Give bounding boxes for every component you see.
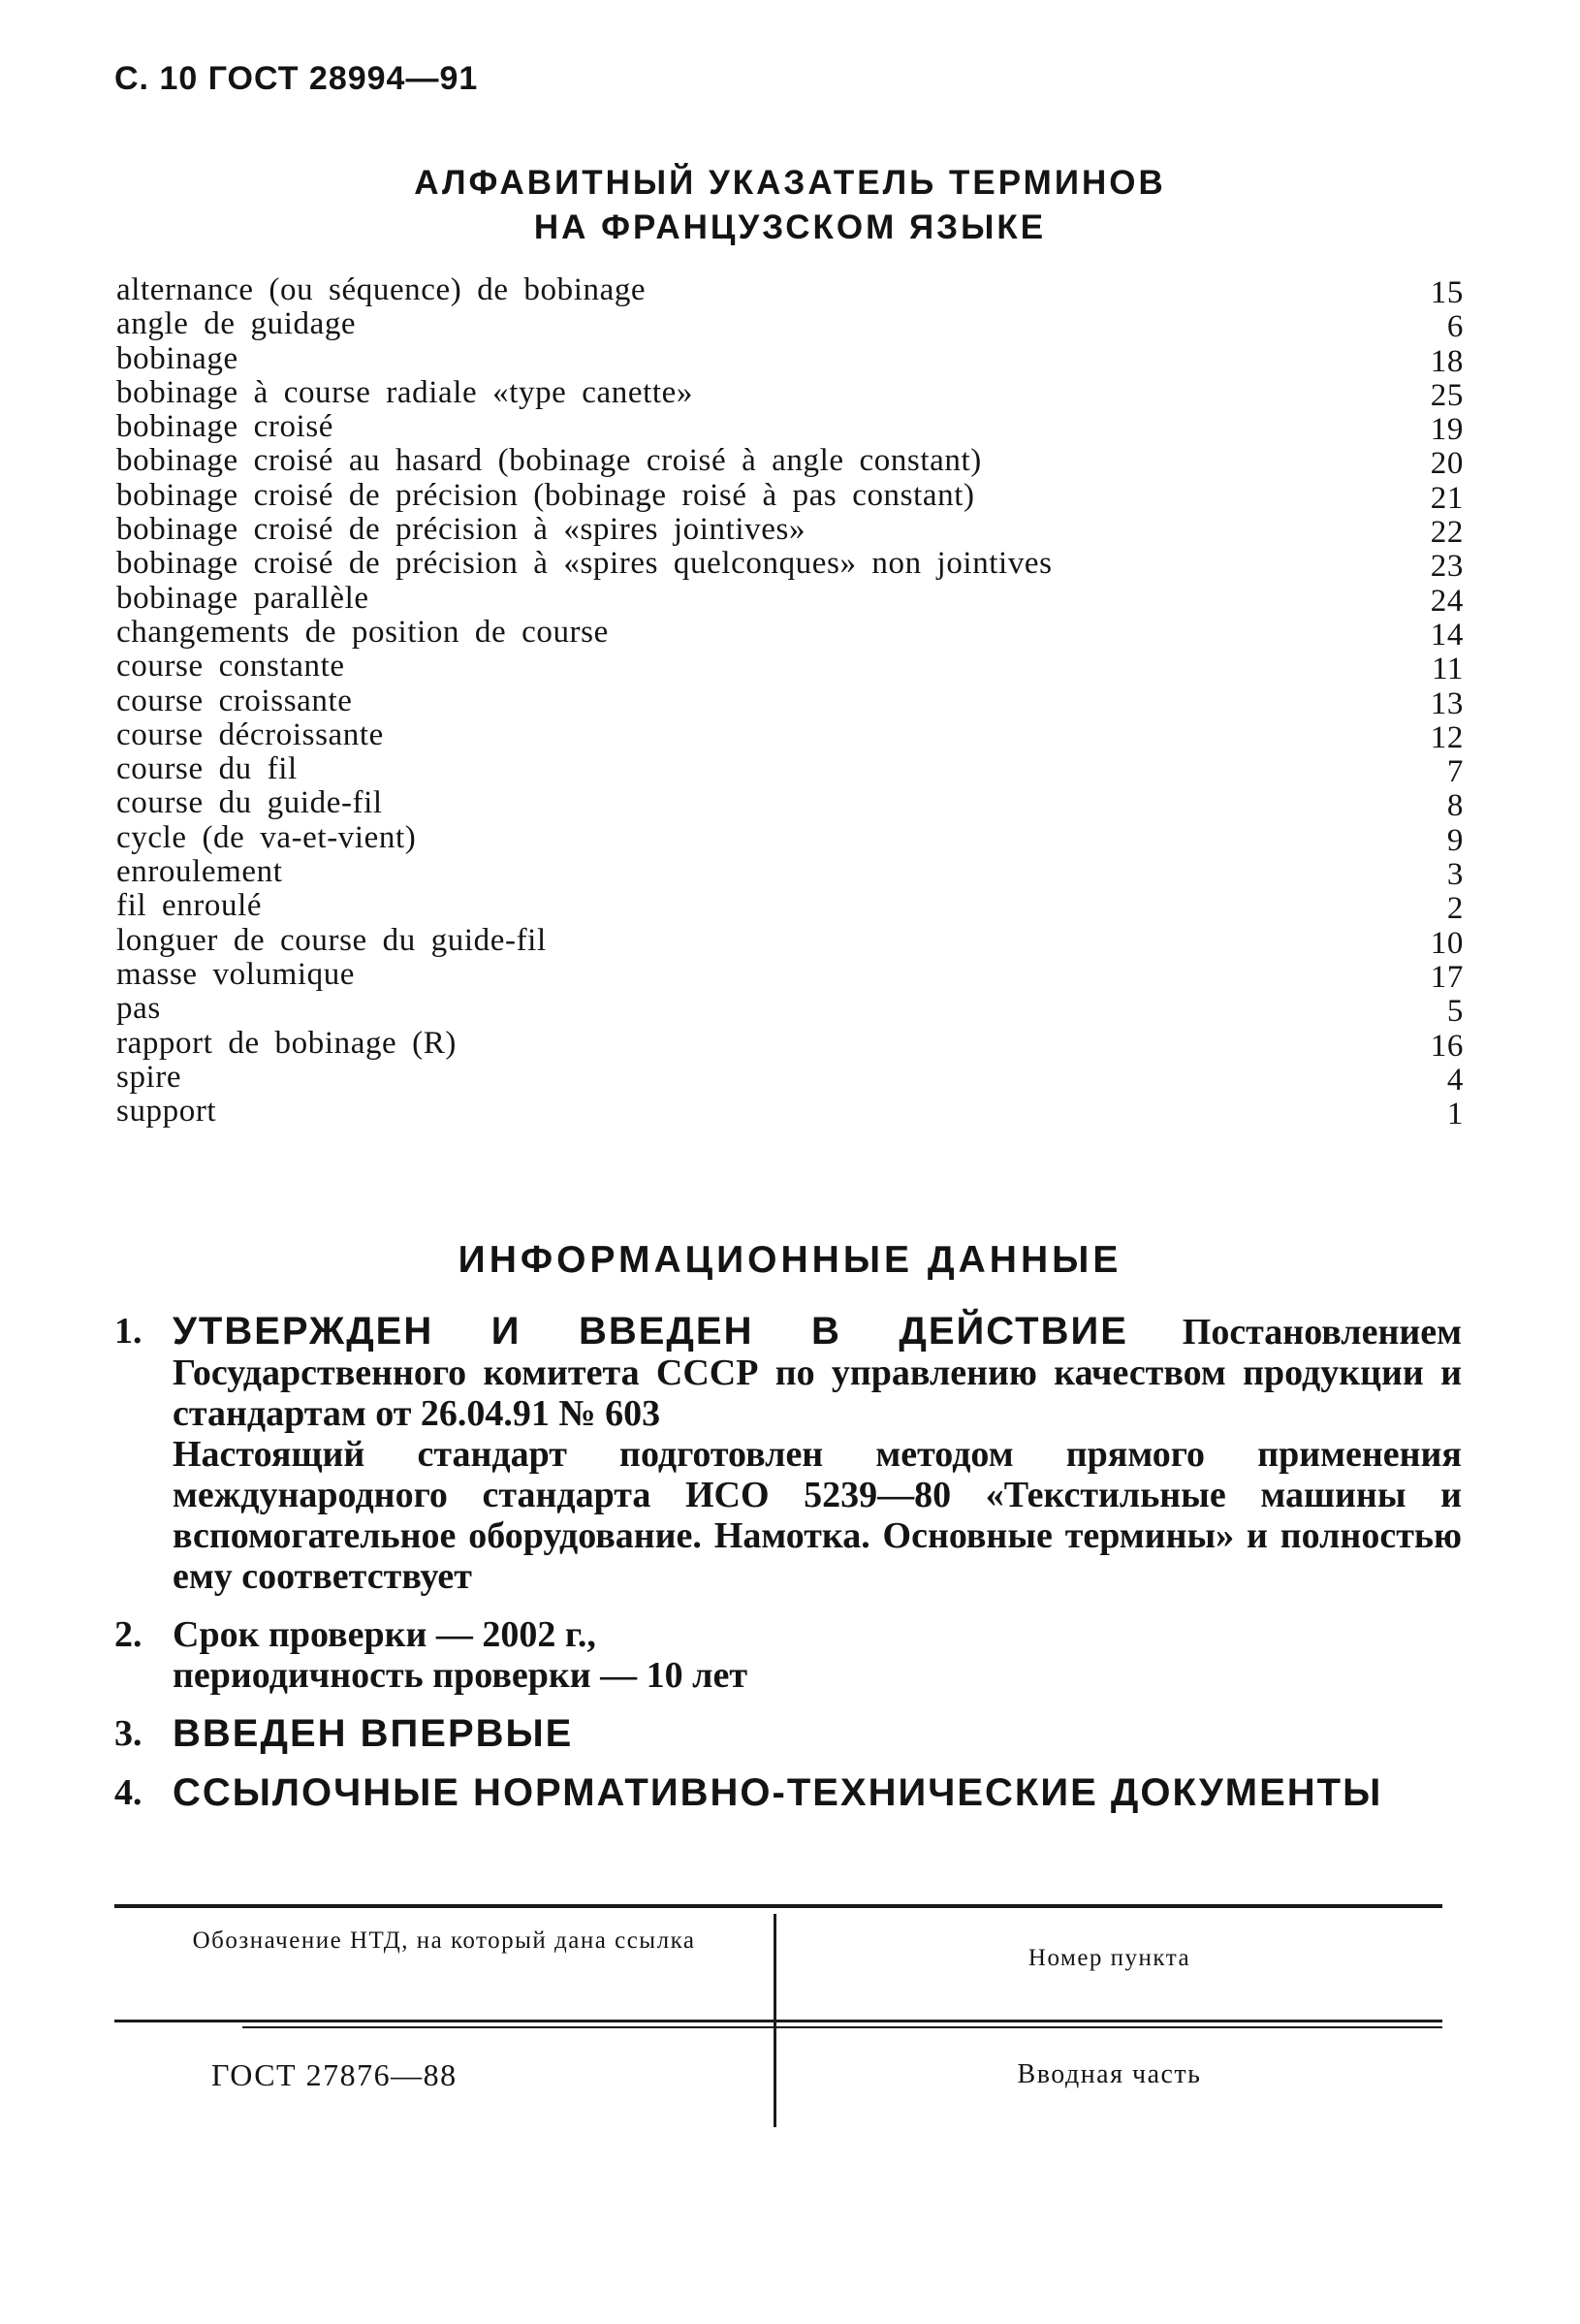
term-text: course croissante xyxy=(116,683,353,718)
term-text: fil enroulé xyxy=(116,888,263,924)
term-text: bobinage croisé xyxy=(116,409,334,445)
term-row xyxy=(116,580,1464,619)
table-cell-document: ГОСТ 27876—88 xyxy=(211,2057,458,2092)
term-number: 12 xyxy=(1430,719,1464,755)
term-row xyxy=(116,649,1464,687)
term-number: 10 xyxy=(1430,925,1464,961)
table-top-rule xyxy=(114,1904,1442,1908)
term-row xyxy=(116,512,1464,551)
term-row xyxy=(116,477,1464,516)
approval-text: Постановлением Государственного комитета СССР по управлению качеством продукции и стандартам от 26.04.91 № 603 xyxy=(173,1312,1463,1434)
term-number: 3 xyxy=(1446,857,1464,893)
info-item-review xyxy=(114,1614,1462,1696)
info-item-references xyxy=(114,1772,1462,1813)
term-text: rapport de bobinage (R) xyxy=(116,1025,457,1061)
references-heading: ССЫЛОЧНЫЕ НОРМАТИВНО-ТЕХНИЧЕСКИЕ ДОКУМЕНТЫ xyxy=(173,1771,1383,1814)
term-row xyxy=(116,374,1464,413)
term-text: bobinage parallèle xyxy=(116,580,369,616)
standard-note: Настоящий стандарт подготовлен методом прямого применения международного стандарта ИСО 5239—80 «Текстильные машины и вспомогательное оборудование. Намотка. Основные термины» и полностью ему соответствует xyxy=(173,1434,1462,1597)
term-text: course du guide-fil xyxy=(116,785,383,821)
term-number: 20 xyxy=(1430,446,1464,482)
term-row xyxy=(116,751,1464,790)
running-head: С. 10 ГОСТ 28994—91 xyxy=(114,60,479,97)
term-number: 8 xyxy=(1446,788,1464,824)
term-text: course décroissante xyxy=(116,716,384,752)
table-header-document: Обозначение НТД, на который дана ссылка xyxy=(192,1927,696,1954)
term-number: 21 xyxy=(1430,480,1464,516)
table-header-rule-second xyxy=(242,2026,1442,2028)
term-text: bobinage à course radiale «type canette» xyxy=(116,374,693,410)
review-term: Срок проверки — 2002 г., xyxy=(173,1614,596,1655)
term-row xyxy=(116,409,1464,448)
term-index-list xyxy=(116,272,1464,1132)
term-text: cycle (de va-et-vient) xyxy=(116,819,417,855)
table-header-clause: Номер пункта xyxy=(1027,1945,1191,1971)
term-number: 17 xyxy=(1430,959,1464,995)
term-number: 22 xyxy=(1430,515,1464,551)
first-introduced-text: ВВЕДЕН ВПЕРВЫЕ xyxy=(173,1712,574,1755)
term-row xyxy=(116,922,1464,961)
term-row xyxy=(116,956,1464,995)
term-text: alternance (ou séquence) de bobinage xyxy=(116,272,647,307)
term-row xyxy=(116,443,1464,482)
index-title-line-2: НА ФРАНЦУЗСКОМ ЯЗЫКЕ xyxy=(533,208,1047,246)
term-number: 2 xyxy=(1446,891,1464,927)
term-row xyxy=(116,991,1464,1030)
term-row xyxy=(116,716,1464,755)
term-number: 6 xyxy=(1446,309,1464,345)
term-text: bobinage croisé au hasard (bobinage croisé à angle constant) xyxy=(116,443,982,479)
term-number: 15 xyxy=(1430,275,1464,310)
term-number: 5 xyxy=(1446,994,1464,1030)
term-number: 9 xyxy=(1446,822,1464,858)
term-row xyxy=(116,340,1464,379)
term-row xyxy=(116,1059,1464,1098)
term-text: enroulement xyxy=(116,854,283,890)
table-cell-clause: Вводная часть xyxy=(1017,2059,1202,2089)
info-item-first-introduced xyxy=(114,1713,1462,1755)
term-row xyxy=(116,819,1464,858)
term-number: 7 xyxy=(1446,754,1464,790)
review-period: периодичность проверки — 10 лет xyxy=(173,1655,748,1696)
term-text: bobinage xyxy=(116,340,238,376)
term-text: pas xyxy=(116,991,161,1027)
info-item-number: 3. xyxy=(114,1713,142,1754)
term-row xyxy=(116,306,1464,345)
term-row xyxy=(116,614,1464,653)
term-number: 23 xyxy=(1430,549,1464,585)
info-item-approval xyxy=(114,1311,1462,1597)
term-row xyxy=(116,785,1464,824)
term-row xyxy=(116,1025,1464,1064)
term-text: masse volumique xyxy=(116,956,356,992)
term-text: support xyxy=(116,1094,217,1130)
term-number: 13 xyxy=(1430,685,1464,721)
term-text: angle de guidage xyxy=(116,306,357,342)
index-title-line-1: АЛФАВИТНЫЙ УКАЗАТЕЛЬ ТЕРМИНОВ xyxy=(414,164,1166,202)
term-number: 25 xyxy=(1430,377,1464,413)
info-item-number: 4. xyxy=(114,1772,142,1813)
term-row xyxy=(116,546,1464,585)
term-text: spire xyxy=(116,1059,182,1095)
term-text: course constante xyxy=(116,649,345,684)
term-number: 1 xyxy=(1446,1097,1464,1132)
index-title xyxy=(0,161,1580,250)
term-text: course du fil xyxy=(116,751,298,787)
table-header-rule xyxy=(114,2020,1442,2022)
info-heading: ИНФОРМАЦИОННЫЕ ДАННЫЕ xyxy=(458,1239,1122,1281)
term-text: bobinage croisé de précision à «spires jointives» xyxy=(116,512,806,548)
term-row xyxy=(116,888,1464,927)
term-text: longuer de course du guide-fil xyxy=(116,922,547,958)
term-text: bobinage croisé de précision à «spires quelconques» non jointives xyxy=(116,546,1053,582)
approval-lead: УТВЕРЖДЕН И ВВЕДЕН В ДЕЙСТВИЕ xyxy=(173,1310,1128,1353)
term-number: 24 xyxy=(1430,583,1464,619)
approval-paragraph xyxy=(173,1311,1462,1434)
info-item-number: 2. xyxy=(114,1614,142,1655)
term-number: 14 xyxy=(1430,617,1464,653)
term-number: 18 xyxy=(1430,343,1464,379)
term-number: 11 xyxy=(1432,652,1464,687)
term-number: 19 xyxy=(1430,412,1464,448)
term-text: changements de position de course xyxy=(116,614,609,650)
term-row xyxy=(116,683,1464,721)
term-text: bobinage croisé de précision (bobinage roisé à pas constant) xyxy=(116,477,975,513)
term-number: 16 xyxy=(1430,1028,1464,1064)
term-row xyxy=(116,1094,1464,1132)
term-row xyxy=(116,272,1464,310)
term-row xyxy=(116,854,1464,893)
table-column-divider xyxy=(774,1914,776,2127)
term-number: 4 xyxy=(1446,1062,1464,1098)
info-list xyxy=(114,1311,1462,1831)
info-item-number: 1. xyxy=(114,1311,142,1352)
